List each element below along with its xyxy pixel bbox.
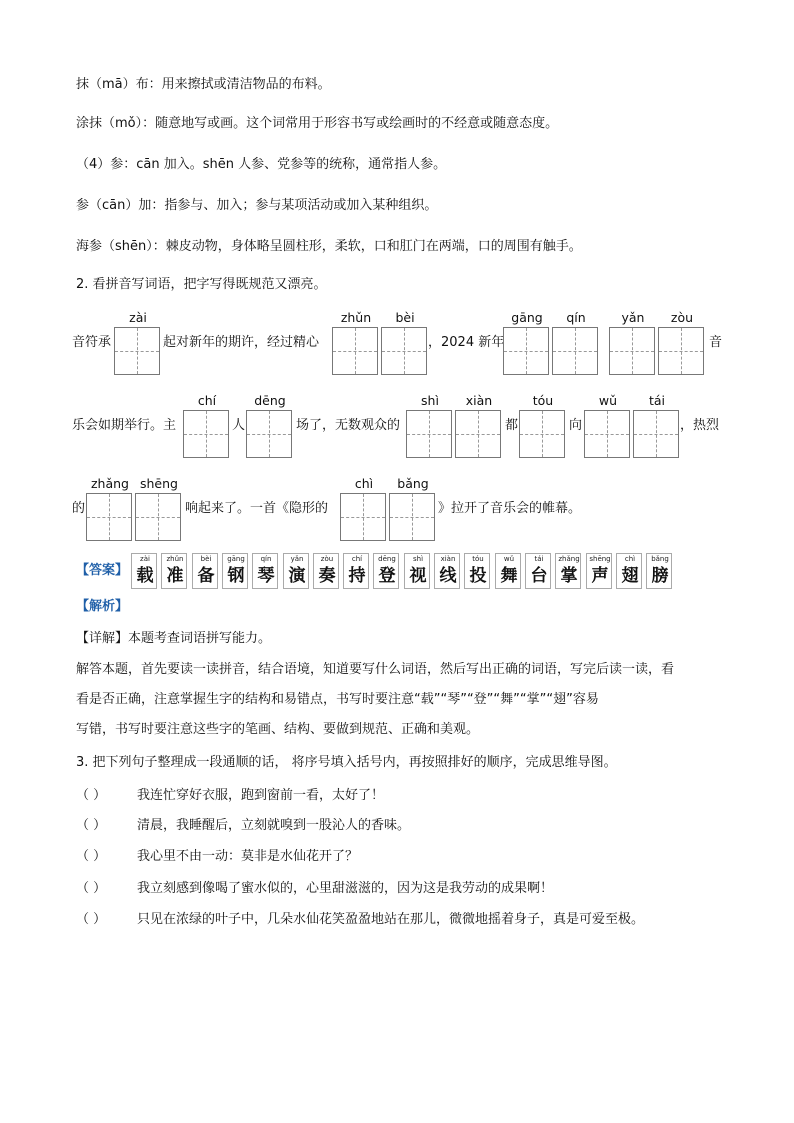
answer-character: 备 bbox=[197, 566, 215, 586]
answer-cell bbox=[495, 553, 521, 589]
question-2-title: 2. 看拼音写词语，把字写得既规范又漂亮。 bbox=[76, 277, 327, 292]
answer-pinyin: dēng bbox=[378, 555, 396, 563]
answer-cell bbox=[464, 553, 490, 589]
answer-pinyin: yǎn bbox=[290, 555, 304, 563]
answer-character: 钢 bbox=[227, 566, 245, 586]
pinyin-label: tái bbox=[648, 393, 666, 408]
definition-line: 涂抹（mǒ）：随意地写或画。这个词常用于形容书写或绘画时的不经意或随意态度。 bbox=[76, 116, 559, 131]
writing-box[interactable] bbox=[503, 327, 549, 375]
answer-character: 线 bbox=[439, 566, 457, 586]
writing-box[interactable] bbox=[86, 493, 132, 541]
sentence-text: 向 bbox=[569, 418, 583, 433]
writing-box[interactable] bbox=[552, 327, 598, 375]
answer-cell bbox=[343, 553, 369, 589]
answer-parentheses[interactable]: （ ） bbox=[76, 912, 107, 927]
ordering-sentence: 我心里不由一动：莫非是水仙花开了？ bbox=[137, 849, 359, 864]
sentence-text: 的 bbox=[72, 501, 86, 516]
writing-box[interactable] bbox=[455, 410, 501, 458]
sentence-text: 起对新年的期许，经过精心 bbox=[163, 335, 320, 350]
answer-character: 准 bbox=[166, 566, 184, 586]
answer-pinyin: zhǎng bbox=[558, 555, 580, 563]
pinyin-label: yǎn bbox=[621, 310, 645, 325]
answer-pinyin: wǔ bbox=[503, 555, 515, 563]
definition-line: （4）参：cān 加入。shēn 人参、党参等的统称，通常指人参。 bbox=[76, 157, 447, 172]
answer-cell bbox=[131, 553, 157, 589]
answer-cell bbox=[313, 553, 339, 589]
pinyin-label: bǎng bbox=[397, 476, 429, 491]
pinyin-label: qín bbox=[566, 310, 586, 325]
writing-box[interactable] bbox=[340, 493, 386, 541]
pinyin-label: shì bbox=[421, 393, 439, 408]
answer-cell bbox=[646, 553, 672, 589]
answer-parentheses[interactable]: （ ） bbox=[76, 849, 107, 864]
writing-box[interactable] bbox=[183, 410, 229, 458]
sentence-text: ，2024 新年 bbox=[428, 335, 505, 350]
answer-character: 舞 bbox=[500, 566, 518, 586]
answer-parentheses[interactable]: （ ） bbox=[76, 788, 107, 803]
answer-pinyin: bèi bbox=[200, 555, 212, 563]
writing-box[interactable] bbox=[389, 493, 435, 541]
answer-character: 视 bbox=[409, 566, 427, 586]
sentence-text: 音符承 bbox=[72, 335, 112, 350]
answer-pinyin: chí bbox=[351, 555, 363, 563]
answer-pinyin: xiàn bbox=[440, 555, 456, 563]
sentence-text: 场了，无数观众的 bbox=[296, 418, 401, 433]
answer-character: 翅 bbox=[621, 566, 639, 586]
answer-pinyin: qín bbox=[260, 555, 272, 563]
answer-character: 琴 bbox=[257, 566, 275, 586]
pinyin-label: zòu bbox=[670, 310, 694, 325]
answer-pinyin: zài bbox=[140, 555, 150, 563]
pinyin-label: dēng bbox=[254, 393, 286, 408]
answer-pinyin: tóu bbox=[472, 555, 484, 563]
definition-line: 抹（mā）布：用来擦拭或清洁物品的布料。 bbox=[76, 77, 331, 92]
definition-line: 海参（shēn）：棘皮动物，身体略呈圆柱形，柔软，口和肛门在两端，口的周围有触手。 bbox=[76, 239, 582, 254]
answer-cell bbox=[404, 553, 430, 589]
sentence-text: 》拉开了音乐会的帷幕。 bbox=[438, 501, 582, 516]
analysis-paragraph: 写错，书写时要注意这些字的笔画、结构、要做到规范、正确和美观。 bbox=[76, 722, 480, 737]
pinyin-label: xiàn bbox=[465, 393, 493, 408]
answer-pinyin: chì bbox=[624, 555, 636, 563]
answer-label: 【答案】 bbox=[76, 563, 129, 578]
answer-parentheses[interactable]: （ ） bbox=[76, 881, 107, 896]
writing-box[interactable] bbox=[633, 410, 679, 458]
writing-box[interactable] bbox=[332, 327, 378, 375]
answer-character: 持 bbox=[348, 566, 366, 586]
pinyin-label: bèi bbox=[395, 310, 415, 325]
ordering-sentence: 我连忙穿好衣服，跑到窗前一看，太好了！ bbox=[137, 788, 385, 803]
analysis-detail: 【详解】本题考查词语拼写能力。 bbox=[76, 631, 272, 646]
writing-box[interactable] bbox=[406, 410, 452, 458]
answer-cell bbox=[283, 553, 309, 589]
answer-character: 载 bbox=[136, 566, 154, 586]
pinyin-label: wǔ bbox=[598, 393, 618, 408]
question-3-title: 3. 把下列句子整理成一段通顺的话， 将序号填入括号内，再按照排好的顺序，完成思维导图。 bbox=[76, 755, 617, 770]
answer-character: 台 bbox=[530, 566, 548, 586]
answer-cell bbox=[434, 553, 460, 589]
answer-character: 投 bbox=[469, 566, 487, 586]
answer-cell bbox=[555, 553, 581, 589]
ordering-sentence: 我立刻感到像喝了蜜水似的，心里甜滋滋的，因为这是我劳动的成果啊！ bbox=[137, 881, 554, 896]
answer-character: 声 bbox=[591, 566, 609, 586]
answer-pinyin: zhǔn bbox=[166, 555, 184, 563]
pinyin-label: zài bbox=[129, 310, 147, 325]
writing-box[interactable] bbox=[381, 327, 427, 375]
answer-pinyin: tái bbox=[534, 555, 544, 563]
answer-pinyin: zòu bbox=[320, 555, 334, 563]
ordering-sentence: 只见在浓绿的叶子中，几朵水仙花笑盈盈地站在那儿，微微地摇着身子，真是可爱至极。 bbox=[137, 912, 645, 927]
answer-cell bbox=[373, 553, 399, 589]
sentence-text: 响起来了。一首《隐形的 bbox=[185, 501, 329, 516]
answer-pinyin: shēng bbox=[589, 555, 611, 563]
sentence-text: 乐会如期举行。主 bbox=[72, 418, 177, 433]
writing-box[interactable] bbox=[584, 410, 630, 458]
writing-box[interactable] bbox=[246, 410, 292, 458]
pinyin-label: shēng bbox=[140, 476, 178, 491]
ordering-sentence: 清晨，我睡醒后，立刻就嗅到一股沁人的香味。 bbox=[137, 818, 411, 833]
answer-character: 演 bbox=[288, 566, 306, 586]
answer-cell bbox=[586, 553, 612, 589]
analysis-paragraph: 看是否正确，注意掌握生字的结构和易错点，书写时要注意“载”“琴”“登”“舞”“掌”“翅”容易 bbox=[76, 692, 599, 707]
pinyin-label: chì bbox=[354, 476, 374, 491]
analysis-paragraph: 解答本题，首先要读一读拼音，结合语境，知道要写什么词语，然后写出正确的词语，写完后读一读，看 bbox=[76, 662, 675, 677]
answer-cell bbox=[222, 553, 248, 589]
answer-cell bbox=[616, 553, 642, 589]
answer-character: 膀 bbox=[651, 566, 669, 586]
writing-box[interactable] bbox=[609, 327, 655, 375]
answer-pinyin: shì bbox=[412, 555, 424, 563]
pinyin-label: zhǔn bbox=[340, 310, 372, 325]
answer-cell bbox=[252, 553, 278, 589]
sentence-text: 都 bbox=[505, 418, 519, 433]
answer-character: 登 bbox=[378, 566, 396, 586]
pinyin-label: zhǎng bbox=[90, 476, 129, 491]
answer-parentheses[interactable]: （ ） bbox=[76, 818, 107, 833]
answer-character: 奏 bbox=[318, 566, 336, 586]
answer-cell bbox=[161, 553, 187, 589]
writing-box[interactable] bbox=[114, 327, 160, 375]
answer-pinyin: gāng bbox=[227, 555, 245, 563]
writing-box[interactable] bbox=[519, 410, 565, 458]
pinyin-label: gāng bbox=[511, 310, 543, 325]
answer-character: 掌 bbox=[560, 566, 578, 586]
pinyin-label: chí bbox=[197, 393, 217, 408]
answer-cell bbox=[192, 553, 218, 589]
analysis-label: 【解析】 bbox=[76, 599, 129, 614]
answer-cell bbox=[525, 553, 551, 589]
definition-line: 参（cān）加：指参与、加入；参与某项活动或加入某种组织。 bbox=[76, 198, 438, 213]
answer-pinyin: bǎng bbox=[651, 555, 669, 563]
writing-box[interactable] bbox=[658, 327, 704, 375]
sentence-text: ，热烈 bbox=[680, 418, 720, 433]
sentence-text: 人 bbox=[232, 418, 246, 433]
pinyin-label: tóu bbox=[532, 393, 554, 408]
writing-box[interactable] bbox=[135, 493, 181, 541]
sentence-text: 音 bbox=[709, 335, 723, 350]
